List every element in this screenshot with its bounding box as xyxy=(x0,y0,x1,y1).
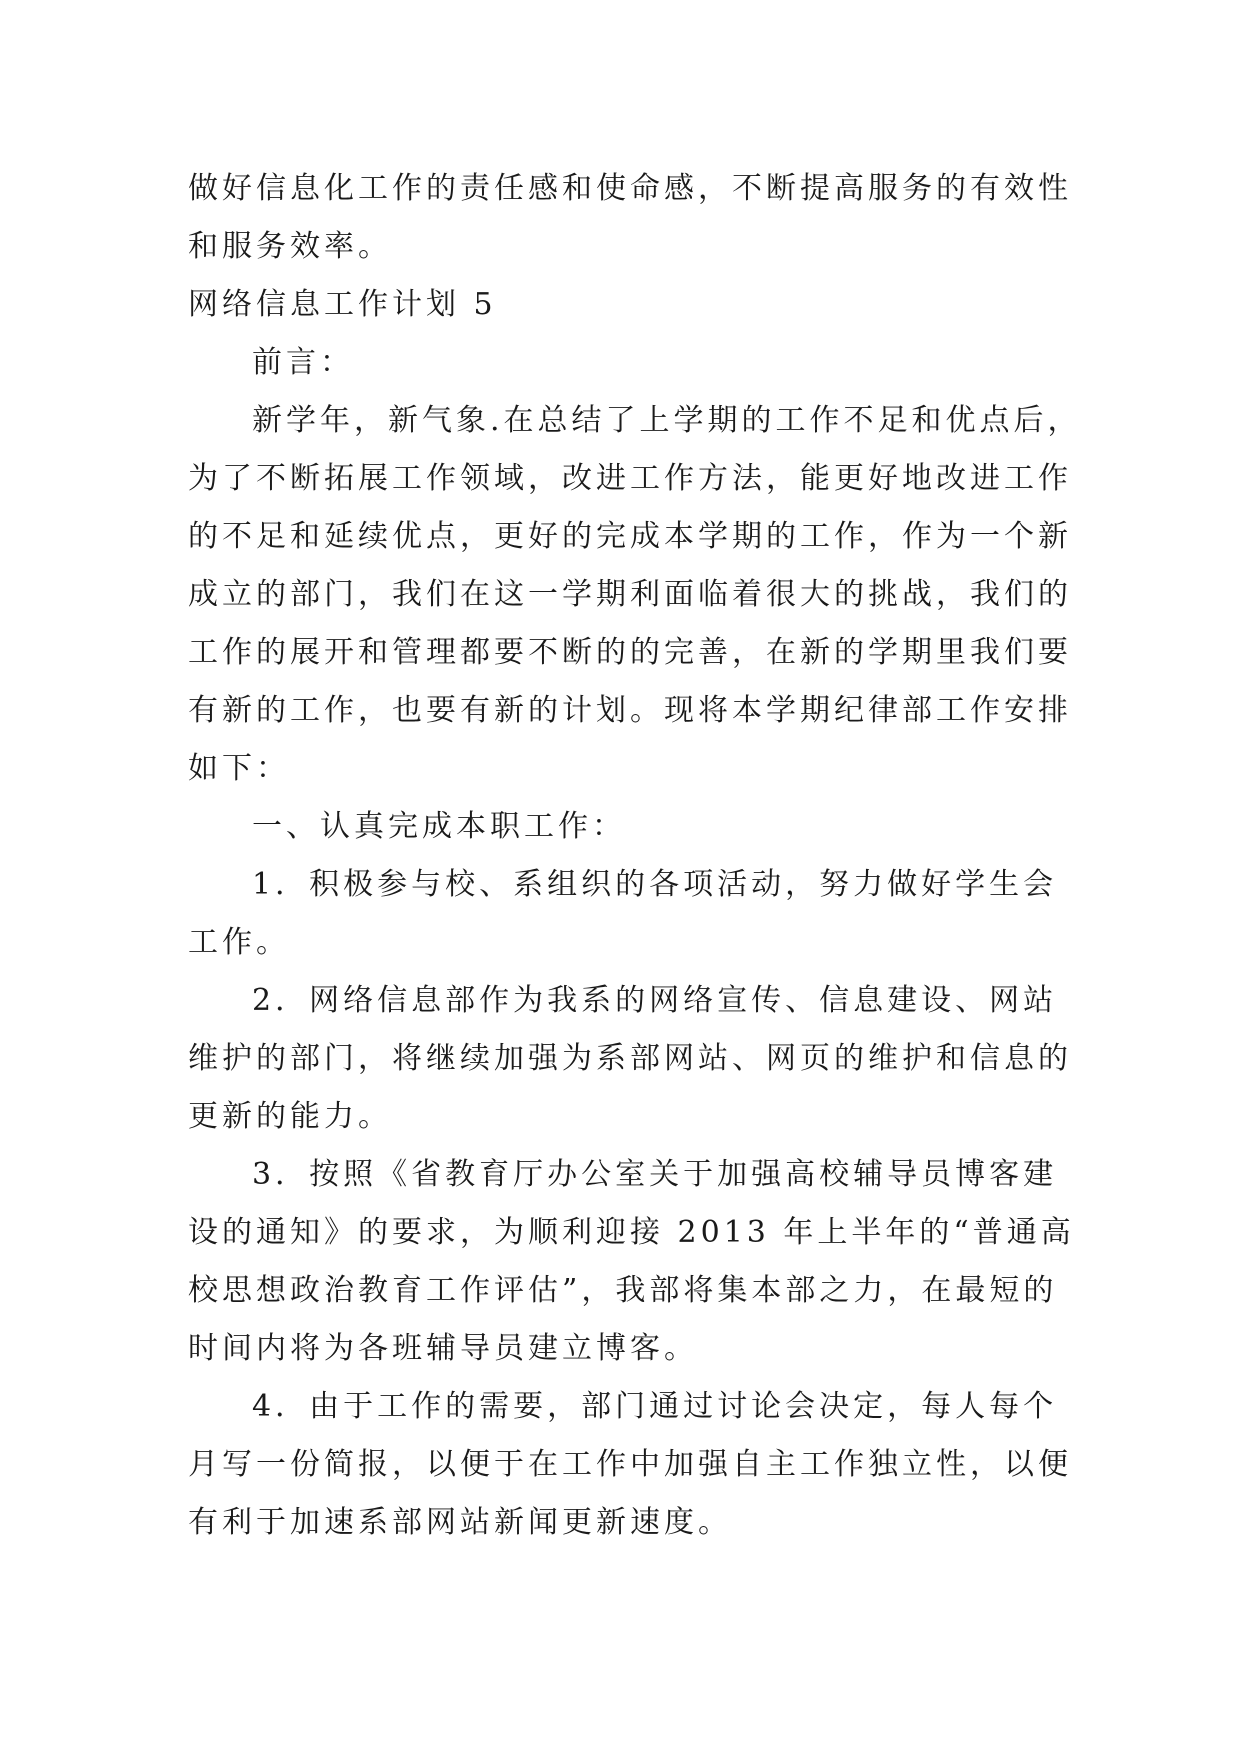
list-item-4: 4．由于工作的需要，部门通过讨论会决定，每人每个 xyxy=(252,1389,1058,1424)
document-body xyxy=(188,160,1082,1552)
text-line: 做好信息化工作的责任感和使命感，不断提高服务的有效性 xyxy=(188,171,1072,206)
text-line: 设的通知》的要求，为顺利迎接 2013 年上半年的“普通高 xyxy=(188,1215,1075,1250)
list-item-1: 1．积极参与校、系组织的各项活动，努力做好学生会 xyxy=(252,867,1058,902)
preface-heading: 前言： xyxy=(252,345,354,380)
list-item-3: 3．按照《省教育厅办公室关于加强高校辅导员博客建 xyxy=(252,1157,1058,1192)
text-line: 工作的展开和管理都要不断的的完善，在新的学期里我们要 xyxy=(188,635,1072,670)
text-line: 有新的工作，也要有新的计划。现将本学期纪律部工作安排 xyxy=(188,693,1072,728)
section-title: 网络信息工作计划 5 xyxy=(188,287,497,322)
text-line: 工作。 xyxy=(188,925,290,960)
text-line: 和服务效率。 xyxy=(188,229,392,264)
text-line: 时间内将为各班辅导员建立博客。 xyxy=(188,1331,698,1366)
text-line: 更新的能力。 xyxy=(188,1099,392,1134)
text-line: 的不足和延续优点，更好的完成本学期的工作，作为一个新 xyxy=(188,519,1072,554)
text-line: 校思想政治教育工作评估”，我部将集本部之力，在最短的 xyxy=(188,1273,1058,1308)
text-line: 如下： xyxy=(188,751,290,786)
text-line: 有利于加速系部网站新闻更新速度。 xyxy=(188,1505,732,1540)
text-line: 成立的部门，我们在这一学期利面临着很大的挑战，我们的 xyxy=(188,577,1072,612)
text-line: 新学年，新气象.在总结了上学期的工作不足和优点后， xyxy=(252,403,1082,438)
text-line: 维护的部门，将继续加强为系部网站、网页的维护和信息的 xyxy=(188,1041,1072,1076)
list-item-2: 2．网络信息部作为我系的网络宣传、信息建设、网站 xyxy=(252,983,1058,1018)
text-line: 月写一份简报，以便于在工作中加强自主工作独立性，以便 xyxy=(188,1447,1072,1482)
text-line: 为了不断拓展工作领域，改进工作方法，能更好地改进工作 xyxy=(188,461,1072,496)
subsection-heading: 一、认真完成本职工作： xyxy=(252,809,626,844)
